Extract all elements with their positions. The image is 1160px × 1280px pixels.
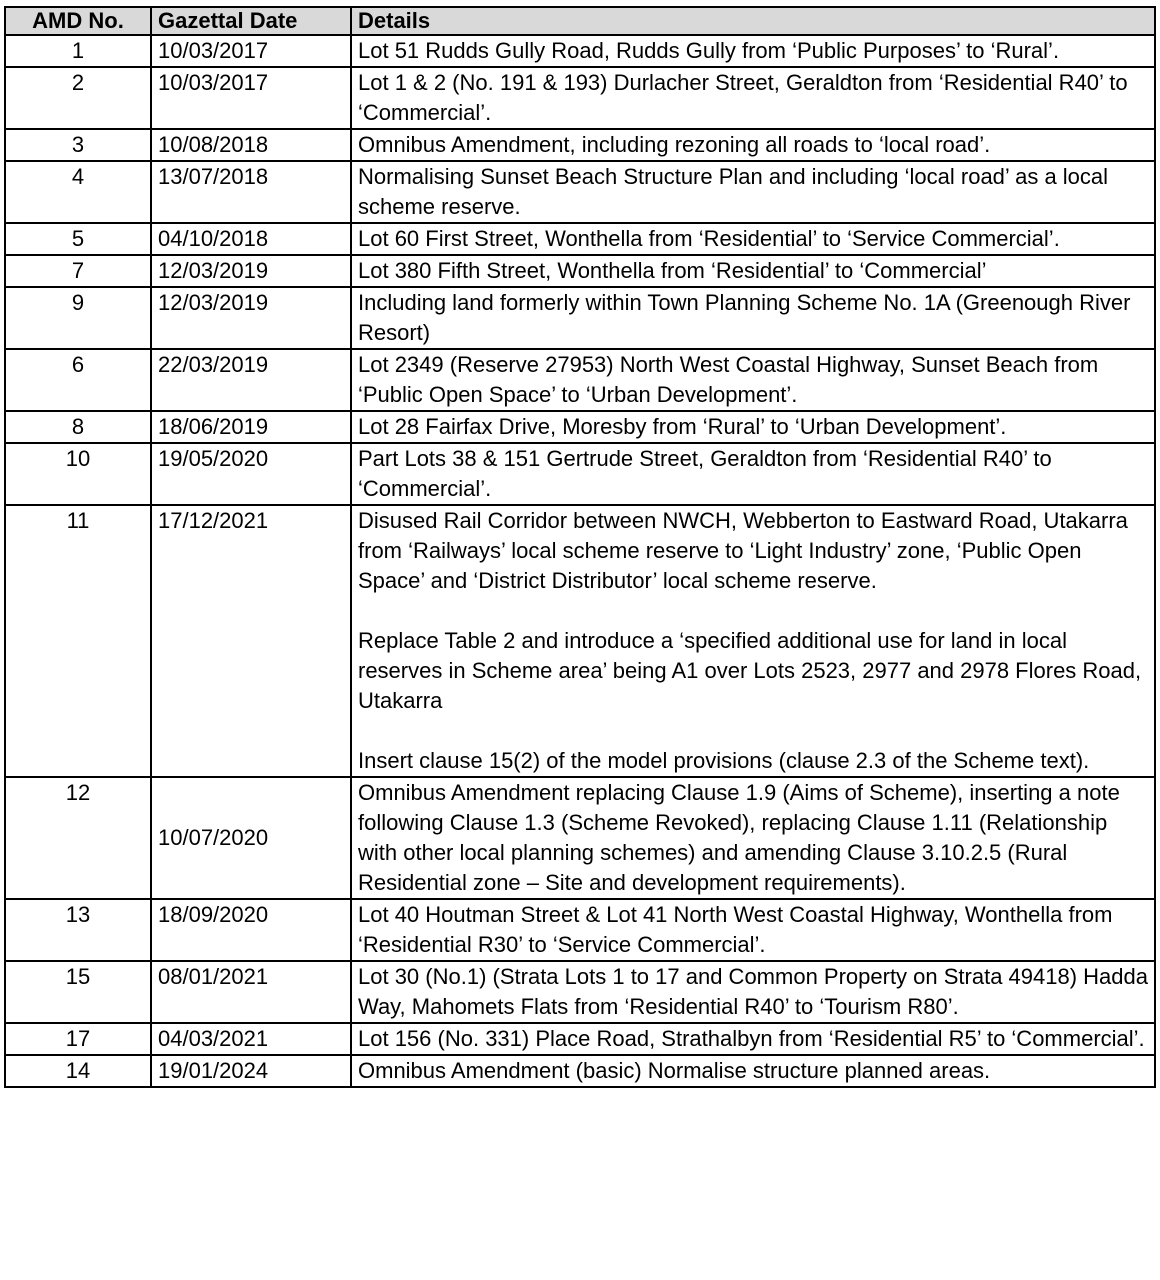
header-gazettal-date: Gazettal Date [151, 7, 351, 35]
amd-number-cell: 8 [5, 411, 151, 443]
paragraph-gap [358, 716, 1148, 746]
paragraph-gap [358, 596, 1148, 626]
table-row [5, 255, 1155, 287]
table-row [5, 35, 1155, 67]
details-paragraph: Lot 2349 (Reserve 27953) North West Coastal Highway, Sunset Beach from ‘Public Open Space’ to ‘Urban Development’. [358, 352, 1099, 407]
details-paragraph: Including land formerly within Town Planning Scheme No. 1A (Greenough River Resort) [358, 290, 1131, 345]
details-cell [351, 505, 1155, 777]
details-cell [351, 223, 1155, 255]
details-paragraph: Lot 30 (No.1) (Strata Lots 1 to 17 and Common Property on Strata 49418) Hadda Way, Mahomets Flats from ‘Residential R40’ to ‘Tourism R80’. [358, 964, 1149, 1019]
amd-number-cell: 10 [5, 443, 151, 505]
details-cell [351, 129, 1155, 161]
amd-number-cell: 12 [5, 777, 151, 899]
details-paragraph: Insert clause 15(2) of the model provisions (clause 2.3 of the Scheme text). [358, 748, 1090, 773]
gazettal-date-cell: 10/08/2018 [151, 129, 351, 161]
details-paragraph: Lot 28 Fairfax Drive, Moresby from ‘Rural’ to ‘Urban Development’. [358, 414, 1007, 439]
table-row [5, 161, 1155, 223]
gazettal-date-cell: 08/01/2021 [151, 961, 351, 1023]
details-paragraph: Lot 156 (No. 331) Place Road, Strathalbyn from ‘Residential R5’ to ‘Commercial’. [358, 1026, 1145, 1051]
table-body [5, 35, 1155, 1087]
amd-number-cell: 15 [5, 961, 151, 1023]
amd-number-cell: 5 [5, 223, 151, 255]
table-row [5, 67, 1155, 129]
amd-number-cell: 2 [5, 67, 151, 129]
details-paragraph: Omnibus Amendment, including rezoning all roads to ‘local road’. [358, 132, 991, 157]
table-row [5, 505, 1155, 777]
details-cell [351, 411, 1155, 443]
gazettal-date-cell: 12/03/2019 [151, 287, 351, 349]
gazettal-date-cell: 12/03/2019 [151, 255, 351, 287]
table-header-row [5, 7, 1155, 35]
gazettal-date-cell: 10/03/2017 [151, 35, 351, 67]
details-cell [351, 443, 1155, 505]
details-paragraph: Lot 380 Fifth Street, Wonthella from ‘Residential’ to ‘Commercial’ [358, 258, 987, 283]
details-paragraph: Lot 40 Houtman Street & Lot 41 North West Coastal Highway, Wonthella from ‘Residential R30’ to ‘Service Commercial’. [358, 902, 1113, 957]
amd-number-cell: 14 [5, 1055, 151, 1087]
amd-number-cell: 3 [5, 129, 151, 161]
gazettal-date-cell: 17/12/2021 [151, 505, 351, 777]
details-cell [351, 35, 1155, 67]
table-row [5, 411, 1155, 443]
table-row [5, 223, 1155, 255]
details-cell [351, 1055, 1155, 1087]
gazettal-date-cell: 04/10/2018 [151, 223, 351, 255]
header-details: Details [351, 7, 1155, 35]
table-row [5, 899, 1155, 961]
header-amd-no: AMD No. [5, 7, 151, 35]
details-paragraph: Replace Table 2 and introduce a ‘specified additional use for land in local reserves in Scheme area’ being A1 over Lots 2523, 2977 and 2978 Flores Road, Utakarra [358, 628, 1142, 713]
gazettal-date-cell: 19/01/2024 [151, 1055, 351, 1087]
table-row [5, 287, 1155, 349]
details-cell [351, 1023, 1155, 1055]
table-row [5, 129, 1155, 161]
details-paragraph: Omnibus Amendment (basic) Normalise structure planned areas. [358, 1058, 991, 1083]
details-cell [351, 777, 1155, 899]
gazettal-date-cell: 18/06/2019 [151, 411, 351, 443]
details-cell [351, 961, 1155, 1023]
details-paragraph: Lot 60 First Street, Wonthella from ‘Residential’ to ‘Service Commercial’. [358, 226, 1060, 251]
amendments-table [4, 6, 1156, 1088]
details-paragraph: Lot 51 Rudds Gully Road, Rudds Gully from ‘Public Purposes’ to ‘Rural’. [358, 38, 1060, 63]
details-cell [351, 349, 1155, 411]
details-paragraph: Part Lots 38 & 151 Gertrude Street, Geraldton from ‘Residential R40’ to ‘Commercial’. [358, 446, 1052, 501]
details-cell [351, 67, 1155, 129]
table-row [5, 349, 1155, 411]
gazettal-date-cell: 19/05/2020 [151, 443, 351, 505]
amd-number-cell: 4 [5, 161, 151, 223]
details-paragraph: Disused Rail Corridor between NWCH, Webberton to Eastward Road, Utakarra from ‘Railways’ local scheme reserve to ‘Light Industry’ zone, ‘Public Open Space’ and ‘District Distributor’ local scheme reserve. [358, 508, 1128, 593]
table-row [5, 443, 1155, 505]
table-row [5, 1023, 1155, 1055]
amd-number-cell: 11 [5, 505, 151, 777]
details-paragraph: Omnibus Amendment replacing Clause 1.9 (Aims of Scheme), inserting a note following Clause 1.3 (Scheme Revoked), replacing Clause 1.11 (Relationship with other local planning schemes) and amending Clause 3.10.2.5 (Rural Residential zone – Site and development requirements). [358, 780, 1120, 895]
amd-number-cell: 6 [5, 349, 151, 411]
amd-number-cell: 1 [5, 35, 151, 67]
details-cell [351, 899, 1155, 961]
amd-number-cell: 7 [5, 255, 151, 287]
amd-number-cell: 9 [5, 287, 151, 349]
table-row [5, 777, 1155, 899]
gazettal-date-cell: 18/09/2020 [151, 899, 351, 961]
details-paragraph: Lot 1 & 2 (No. 191 & 193) Durlacher Street, Geraldton from ‘Residential R40’ to ‘Commercial’. [358, 70, 1128, 125]
details-paragraph: Normalising Sunset Beach Structure Plan and including ‘local road’ as a local scheme reserve. [358, 164, 1109, 219]
amd-number-cell: 17 [5, 1023, 151, 1055]
details-cell [351, 255, 1155, 287]
amd-number-cell: 13 [5, 899, 151, 961]
gazettal-date-cell: 13/07/2018 [151, 161, 351, 223]
gazettal-date-cell: 04/03/2021 [151, 1023, 351, 1055]
gazettal-date-cell: 10/03/2017 [151, 67, 351, 129]
gazettal-date-cell: 10/07/2020 [151, 777, 351, 899]
table-row [5, 1055, 1155, 1087]
details-cell [351, 287, 1155, 349]
table-row [5, 961, 1155, 1023]
details-cell [351, 161, 1155, 223]
gazettal-date-cell: 22/03/2019 [151, 349, 351, 411]
